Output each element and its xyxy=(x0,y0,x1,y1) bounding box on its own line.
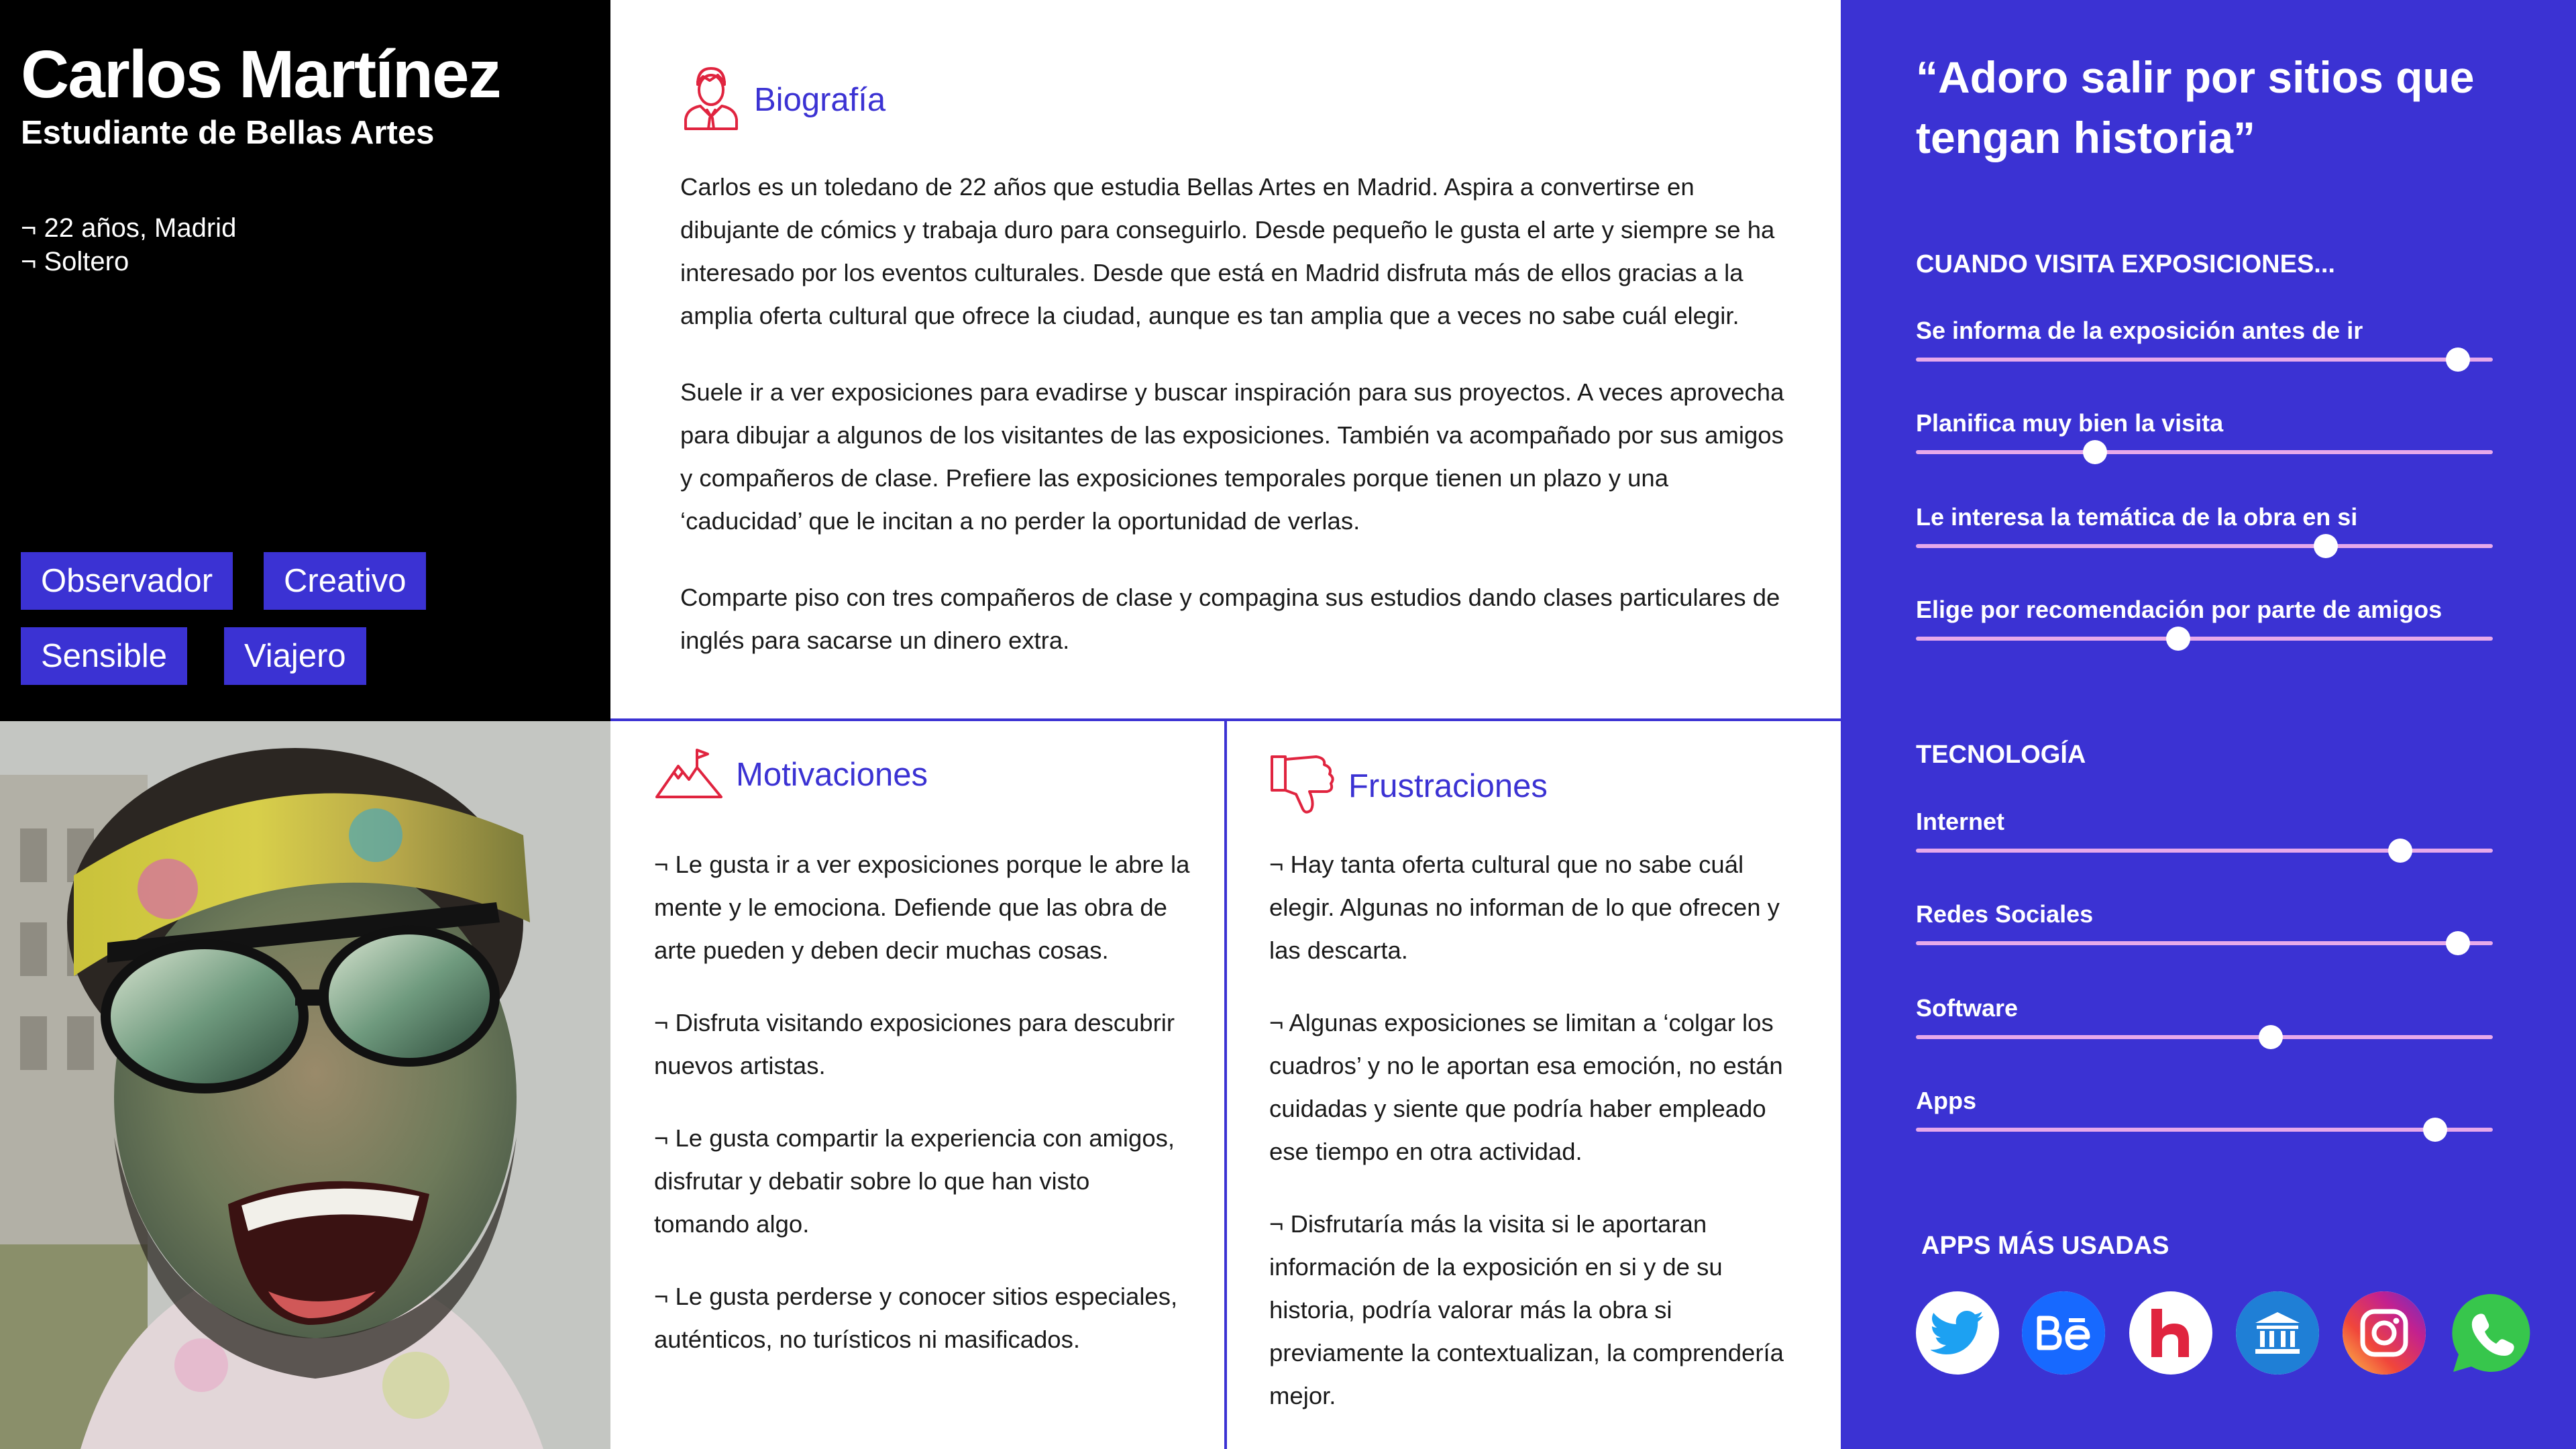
fact-age-city: ¬ 22 años, Madrid xyxy=(21,213,237,243)
list-item: ¬ Disfruta visitando exposiciones para descubrir nuevos artistas. xyxy=(654,1009,1175,1079)
slider-visit-recommendation xyxy=(1916,596,2493,643)
slider-knob xyxy=(2446,347,2470,372)
fact-status: ¬ Soltero xyxy=(21,247,129,276)
slider-visit-plan xyxy=(1916,409,2493,456)
slider-knob xyxy=(2314,534,2338,558)
tech-heading: TECNOLOGÍA xyxy=(1916,741,2086,769)
person-icon xyxy=(680,64,742,135)
content-area xyxy=(610,0,1841,1449)
slider-track xyxy=(1916,358,2493,362)
persona-photo xyxy=(0,721,610,1449)
persona-sidebar xyxy=(1841,0,2576,1449)
frustrations-header xyxy=(1269,753,1548,819)
slider-track xyxy=(1916,1035,2493,1039)
slider-knob xyxy=(2259,1025,2283,1049)
visits-heading: CUANDO VISITA EXPOSICIONES... xyxy=(1916,250,2335,278)
biography-section xyxy=(610,0,1841,720)
slider-label: Se informa de la exposición antes de ir xyxy=(1916,317,2363,344)
slider-tech-software xyxy=(1916,994,2493,1041)
twitter-icon xyxy=(1916,1291,1999,1375)
biography-header xyxy=(680,64,885,135)
slider-label: Internet xyxy=(1916,808,2005,835)
houzz-icon xyxy=(2129,1291,2212,1375)
whatsapp-icon xyxy=(2449,1291,2532,1375)
slider-tech-social xyxy=(1916,900,2493,947)
tag-sensible: Sensible xyxy=(21,627,187,685)
slider-track xyxy=(1916,637,2493,641)
thumbs-down-icon xyxy=(1269,753,1336,819)
slider-label: Redes Sociales xyxy=(1916,900,2094,928)
biography-paragraph: Suele ir a ver exposiciones para evadirse y buscar inspiración para sus proyectos. A veces aprovecha para dibujar a algunos de los visitantes de las exposiciones. También va acompañado por sus amigos y compañeros de clase. Prefiere las exposiciones temporales porque tienen un plazo y una ‘caducidad’ que le incitan a no perder la oportunidad de verlas. xyxy=(680,378,1784,535)
slider-knob xyxy=(2083,440,2107,464)
mountain-flag-icon xyxy=(654,746,724,803)
slider-tech-apps xyxy=(1916,1087,2493,1134)
slider-track xyxy=(1916,1128,2493,1132)
slider-visit-theme xyxy=(1916,503,2493,550)
persona-quote: “Adoro salir por sitios que tengan historia” xyxy=(1916,52,2475,162)
biography-text xyxy=(680,166,1794,696)
persona-photo-illustration xyxy=(0,721,610,1449)
behance-icon xyxy=(2022,1291,2105,1375)
tag-observador: Observador xyxy=(21,552,233,610)
slider-label: Le interesa la temática de la obra en si xyxy=(1916,503,2358,531)
frustrations-title: Frustraciones xyxy=(1348,767,1548,804)
slider-track xyxy=(1916,544,2493,548)
instagram-icon xyxy=(2343,1291,2426,1375)
slider-knob xyxy=(2423,1118,2447,1142)
motivations-list xyxy=(654,843,1191,1391)
slider-knob xyxy=(2446,931,2470,955)
motivations-title: Motivaciones xyxy=(736,756,928,793)
slider-label: Apps xyxy=(1916,1087,1976,1114)
biography-paragraph: Carlos es un toledano de 22 años que estudia Bellas Artes en Madrid. Aspira a convertirse en dibujante de cómics y trabaja duro para conseguirlo. Desde pequeño le gusta el arte y siempre se ha interesado por los eventos culturales. Desde que está en Madrid disfruta más de ellos gracias a la amplia oferta cultural que ofrece la ciudad, aunque es tan amplia que a veces no sabe cuál elegir. xyxy=(680,173,1775,329)
motivations-header xyxy=(654,746,928,803)
persona-facts xyxy=(21,211,236,278)
slider-label: Software xyxy=(1916,994,2019,1022)
biography-paragraph: Comparte piso con tres compañeros de clase y compagina sus estudios dando clases particulares de inglés para sacarse un dinero extra. xyxy=(680,584,1780,654)
slider-track xyxy=(1916,941,2493,945)
tag-viajero: Viajero xyxy=(224,627,366,685)
vertical-divider xyxy=(1224,720,1227,1449)
slider-label: Planifica muy bien la visita xyxy=(1916,409,2224,437)
slider-label: Elige por recomendación por parte de amigos xyxy=(1916,596,2443,623)
slider-knob xyxy=(2388,839,2412,863)
persona-name: Carlos Martínez xyxy=(21,37,500,112)
persona-role: Estudiante de Bellas Artes xyxy=(21,115,435,151)
list-item: ¬ Le gusta perderse y conocer sitios especiales, auténticos, no turísticos ni masificados. xyxy=(654,1283,1178,1353)
apps-row xyxy=(1916,1291,2553,1375)
tag-creativo: Creativo xyxy=(264,552,426,610)
profile-header xyxy=(0,0,610,721)
slider-track xyxy=(1916,450,2493,454)
museum-icon xyxy=(2236,1291,2319,1375)
list-item: ¬ Hay tanta oferta cultural que no sabe cuál elegir. Algunas no informan de lo que ofrecen y las descarta. xyxy=(1269,851,1780,964)
apps-heading: APPS MÁS USADAS xyxy=(1921,1232,2169,1260)
list-item: ¬ Algunas exposiciones se limitan a ‘colgar los cuadros’ y no le aportan esa emoción, no están cuidadas y siente que podría haber empleado ese tiempo en otra actividad. xyxy=(1269,1009,1783,1165)
slider-tech-internet xyxy=(1916,808,2493,855)
list-item: ¬ Le gusta compartir la experiencia con amigos, disfrutar y debatir sobre lo que han visto tomando algo. xyxy=(654,1124,1175,1238)
frustrations-list xyxy=(1269,843,1809,1447)
list-item: ¬ Disfrutaría más la visita si le aportaran información de la exposición en si y de su historia, podría valorar más la obra si previamente la contextualizan, la comprendería mejor. xyxy=(1269,1210,1784,1409)
slider-visit-informed xyxy=(1916,317,2493,364)
list-item: ¬ Le gusta ir a ver exposiciones porque le abre la mente y le emociona. Defiende que las obra de arte pueden y deben decir muchas cosas. xyxy=(654,851,1190,964)
biography-title: Biografía xyxy=(754,81,886,118)
slider-knob xyxy=(2166,627,2190,651)
